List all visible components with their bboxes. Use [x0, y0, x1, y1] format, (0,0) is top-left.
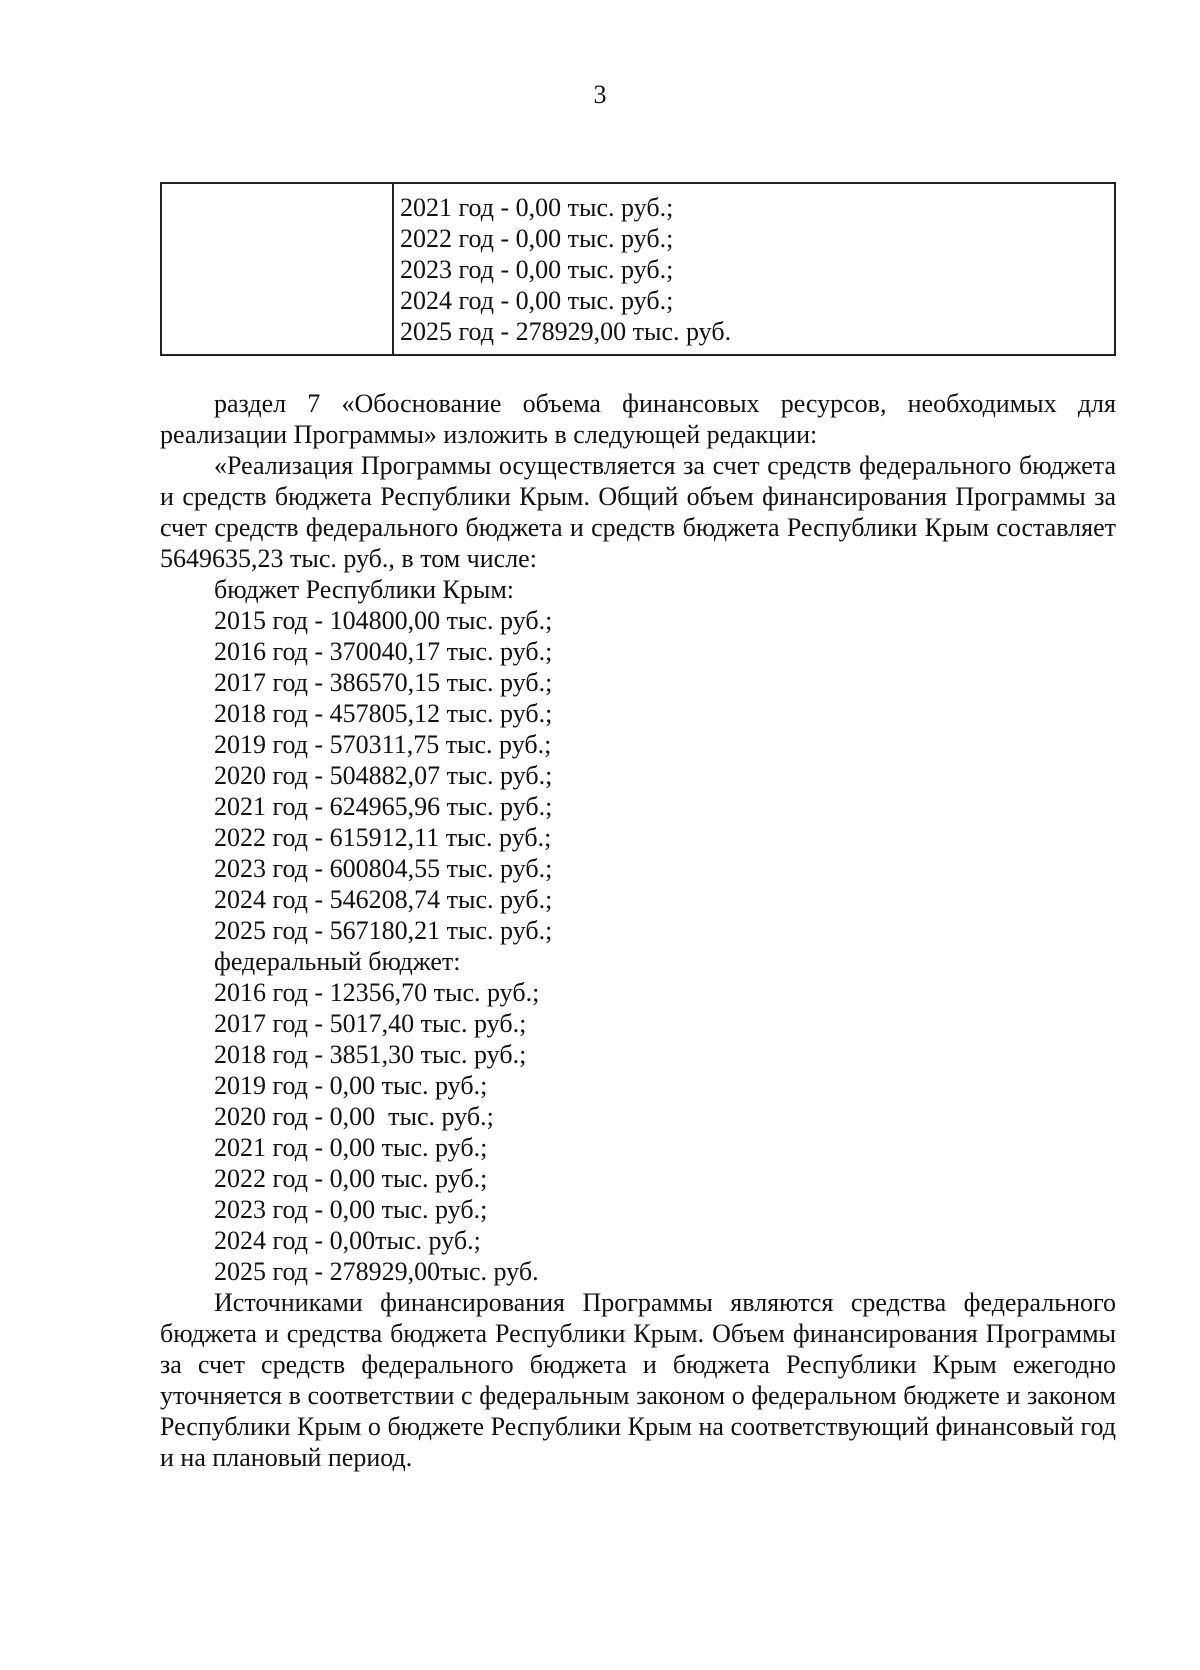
table-line-2024: 2024 год - 0,00 тыс. руб.; — [400, 286, 674, 315]
regional-line-2023: 2023 год - 600804,55 тыс. руб.; — [214, 854, 553, 883]
regional-line-2020: 2020 год - 504882,07 тыс. руб.; — [214, 761, 553, 790]
regional-line-2025: 2025 год - 567180,21 тыс. руб.; — [214, 916, 553, 945]
table-line-2023: 2023 год - 0,00 тыс. руб.; — [400, 255, 674, 284]
table-line-2022: 2022 год - 0,00 тыс. руб.; — [400, 224, 674, 253]
federal-line-2022: 2022 год - 0,00 тыс. руб.; — [214, 1164, 488, 1193]
financing-paragraph: «Реализация Программы осуществляется за счет средств федерального бюджета и средств бюджета Республики Крым. Общий объем финансирования Программы за счет средств федерального бюджета и средств бюджета Республики Крым составляет 5649635,23 тыс. руб., в том числе: — [160, 451, 1116, 573]
federal-line-2019: 2019 год - 0,00 тыс. руб.; — [214, 1071, 488, 1100]
document-body — [160, 388, 1116, 1473]
page-number: 3 — [593, 80, 607, 109]
federal-line-2017: 2017 год - 5017,40 тыс. руб.; — [214, 1009, 527, 1038]
table-left-cell — [161, 183, 393, 355]
regional-line-2024: 2024 год - 546208,74 тыс. руб.; — [214, 885, 553, 914]
table-row — [161, 183, 1115, 355]
federal-line-2025: 2025 год - 278929,00тыс. руб. — [214, 1257, 539, 1286]
regional-line-2021: 2021 год - 624965,96 тыс. руб.; — [214, 792, 553, 821]
federal-line-2021: 2021 год - 0,00 тыс. руб.; — [214, 1133, 488, 1162]
table-line-2025: 2025 год - 278929,00 тыс. руб. — [400, 317, 732, 346]
regional-line-2019: 2019 год - 570311,75 тыс. руб.; — [214, 730, 552, 759]
regional-line-2022: 2022 год - 615912,11 тыс. руб.; — [214, 823, 552, 852]
table-right-cell — [393, 183, 1115, 355]
sources-paragraph: Источниками финансирования Программы являются средства федерального бюджета и средства бюджета Республики Крым. Объем финансирования Программы за счет средств федерального бюджета и бюджета Республики Крым ежегодно уточняется в соответствии с федеральным законом о федеральном бюджете и законом Республики Крым о бюджете Республики Крым на соответствующий финансовый год и на плановый период. — [160, 1288, 1116, 1472]
federal-line-2024: 2024 год - 0,00тыс. руб.; — [214, 1226, 481, 1255]
table-line-2021: 2021 год - 0,00 тыс. руб.; — [400, 193, 674, 222]
federal-budget-list — [160, 946, 1116, 1287]
regional-line-2016: 2016 год - 370040,17 тыс. руб.; — [214, 637, 553, 666]
regional-budget-heading: бюджет Республики Крым: — [214, 575, 515, 604]
financing-table — [160, 182, 1116, 356]
regional-budget-list — [160, 574, 1116, 946]
federal-line-2016: 2016 год - 12356,70 тыс. руб.; — [214, 978, 540, 1007]
regional-line-2018: 2018 год - 457805,12 тыс. руб.; — [214, 699, 553, 728]
regional-line-2015: 2015 год - 104800,00 тыс. руб.; — [214, 606, 553, 635]
intro-paragraph: раздел 7 «Обоснование объема финансовых ресурсов, необходимых для реализации Программы» изложить в следующей редакции: — [160, 389, 1116, 449]
federal-line-2018: 2018 год - 3851,30 тыс. руб.; — [214, 1040, 527, 1069]
federal-line-2020: 2020 год - 0,00 тыс. руб.; — [214, 1102, 494, 1131]
federal-budget-heading: федеральный бюджет: — [214, 947, 461, 976]
regional-line-2017: 2017 год - 386570,15 тыс. руб.; — [214, 668, 553, 697]
federal-line-2023: 2023 год - 0,00 тыс. руб.; — [214, 1195, 488, 1224]
